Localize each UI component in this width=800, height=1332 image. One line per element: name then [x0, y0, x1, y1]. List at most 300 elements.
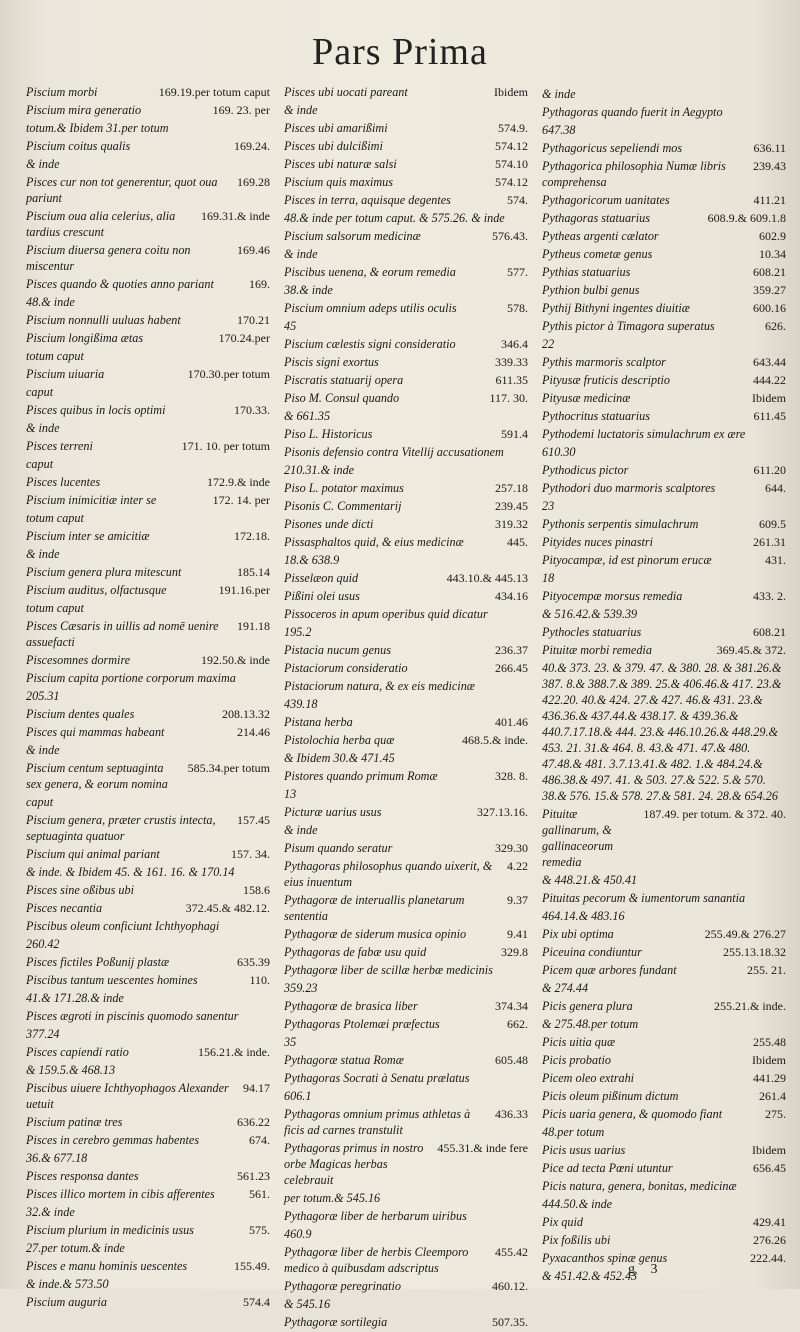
- index-column-middle: [284, 84, 528, 1332]
- index-entry: [284, 1106, 528, 1138]
- index-entry: [542, 426, 786, 442]
- index-reference: 255.13.18.32: [723, 945, 786, 959]
- index-term: Picturæ uarius usus: [284, 805, 382, 819]
- index-term: Piscibus uiuere Ichthyophagos Alexander uetuit: [26, 1081, 229, 1111]
- index-entry: [26, 174, 270, 206]
- index-entry: [26, 882, 270, 898]
- index-term: Piso L. potator maximus: [284, 481, 404, 495]
- index-entry: [26, 1008, 270, 1024]
- index-entry: [26, 618, 270, 650]
- index-entry: [284, 1208, 528, 1224]
- index-entry: [284, 534, 528, 550]
- index-continuation: & inde: [542, 87, 576, 101]
- index-reference: 656.45: [753, 1161, 786, 1175]
- index-term: Pythonis serpentis simulachrum: [542, 517, 699, 531]
- index-term: Pistores quando primum Romæ: [284, 769, 438, 783]
- index-entry: [542, 1070, 786, 1086]
- index-continuation: & 275.48.per totum: [542, 1017, 639, 1031]
- index-reference: 574.10: [495, 157, 528, 171]
- index-entry: [284, 588, 528, 604]
- index-reference: Ibidem: [494, 85, 528, 99]
- index-reference: 187.49. per totum. & 372. 40.: [643, 807, 786, 821]
- index-reference: 239.43: [753, 159, 786, 173]
- index-entry: [542, 944, 786, 960]
- index-entry: [26, 760, 270, 792]
- index-term: Pityusæ medicinæ: [542, 391, 631, 405]
- index-term: Piscium diuersa genera coitu non miscentur: [26, 243, 191, 273]
- index-continuation: & inde: [284, 247, 318, 261]
- index-continuation: totum caput: [26, 511, 84, 525]
- index-continuation: & 448.21.& 450.41: [542, 873, 638, 887]
- index-entry: [284, 1244, 528, 1276]
- index-term: Pisces qui mammas habeant: [26, 725, 165, 739]
- index-entry: [284, 1070, 528, 1086]
- index-term: Pityocempæ morsus remedia: [542, 589, 683, 603]
- index-entry: [284, 372, 528, 388]
- index-reference: 255.48: [753, 1035, 786, 1049]
- index-term: Piso L. Historicus: [284, 427, 373, 441]
- index-term: Pix foßilis ubi: [542, 1233, 611, 1247]
- index-entry: [284, 962, 528, 978]
- index-reference: 608.21: [753, 265, 786, 279]
- index-term: Pisces in terra, aquisque degentes: [284, 193, 451, 207]
- index-term: Pythagoræ de interuallis planetarum sententia: [284, 893, 465, 923]
- index-reference: 455.42: [495, 1245, 528, 1259]
- index-entry: [26, 846, 270, 862]
- index-term: Pytheas argenti cælator: [542, 229, 659, 243]
- index-entry: [284, 426, 528, 442]
- index-entry: [284, 840, 528, 856]
- index-continuation: 359.23: [284, 981, 318, 995]
- index-continuation: totum.& Ibidem 31.per totum: [26, 121, 169, 135]
- index-term: Piscium cælestis signi consideratio: [284, 337, 456, 351]
- index-term: Pissasphaltos quid, & eius medicinæ: [284, 535, 464, 549]
- index-continuation: 32.& inde: [26, 1205, 75, 1219]
- index-entry: [542, 264, 786, 280]
- index-entry: [26, 652, 270, 668]
- index-entry: [26, 528, 270, 544]
- index-reference: 329.30: [495, 841, 528, 855]
- index-term: Pissoceros in apum operibus quid dicatur: [284, 607, 488, 621]
- index-continuation: & inde. & Ibidem 45. & 161. 16. & 170.14: [26, 865, 235, 879]
- index-entry: [26, 670, 270, 686]
- index-reference: 169.: [249, 277, 270, 291]
- index-continuation: & 159.5.& 468.13: [26, 1063, 116, 1077]
- index-reference: 261.31: [753, 535, 786, 549]
- index-entry: [26, 1080, 270, 1112]
- index-continuation: & inde: [26, 421, 60, 435]
- index-continuation: & 661.35: [284, 409, 331, 423]
- index-entry: [284, 336, 528, 352]
- index-continuation: 606.1: [284, 1089, 312, 1103]
- index-term: Piscium nonnulli uuluas habent: [26, 313, 181, 327]
- index-entry: [26, 900, 270, 916]
- index-term: Pythion bulbi genus: [542, 283, 640, 297]
- index-continuation: 45: [284, 319, 297, 333]
- index-term: Pythias statuarius: [542, 265, 631, 279]
- index-continuation: caput: [26, 385, 54, 399]
- index-entry: [284, 570, 528, 586]
- index-continuation: totum caput: [26, 601, 84, 615]
- index-continuation: 464.14.& 483.16: [542, 909, 625, 923]
- index-term: Piscium mira generatio: [26, 103, 142, 117]
- index-entry: [542, 588, 786, 604]
- index-entry: [26, 724, 270, 740]
- index-entry: [26, 366, 270, 382]
- index-term: Picis oleum pißinum dictum: [542, 1089, 679, 1103]
- index-term: Pythagoras de fabæ usu quid: [284, 945, 427, 959]
- index-term: Pythagoræ statua Romæ: [284, 1053, 404, 1067]
- index-reference: 10.34: [759, 247, 786, 261]
- index-reference: 507.35.: [492, 1315, 528, 1329]
- index-entry: [542, 516, 786, 532]
- index-reference: 369.45.& 372.: [716, 643, 786, 657]
- index-entry: [542, 1052, 786, 1068]
- index-entry: [542, 624, 786, 640]
- index-entry: [284, 516, 528, 532]
- index-entry: [284, 192, 528, 208]
- index-reference: 329.8: [501, 945, 528, 959]
- index-entry: [542, 890, 786, 906]
- index-term: Piso M. Consul quando: [284, 391, 400, 405]
- index-entry: [542, 300, 786, 316]
- index-entry: [284, 1278, 528, 1294]
- index-continuation: 48.& inde: [26, 295, 75, 309]
- index-reference: 4.22: [507, 859, 528, 873]
- index-continuation: 48.& inde per totum caput. & 575.26. & inde: [284, 211, 505, 225]
- index-reference: 444.22: [753, 373, 786, 387]
- index-entry: [542, 372, 786, 388]
- index-reference: 255.21.& inde.: [714, 999, 786, 1013]
- index-reference: 169.19.per totum caput: [158, 85, 270, 99]
- index-entry: [284, 858, 528, 890]
- index-entry: [542, 158, 786, 190]
- index-entry: [542, 390, 786, 406]
- index-entry: [284, 390, 528, 406]
- index-term: Piscibus tantum uescentes homines: [26, 973, 198, 987]
- index-reference: 411.21: [753, 193, 786, 207]
- index-term: Pytheus cometæ genus: [542, 247, 653, 261]
- index-column-right: [542, 84, 786, 1332]
- index-term: Piscium coitus qualis: [26, 139, 131, 153]
- index-reference: 172.18.: [234, 529, 270, 543]
- index-entry: [26, 1222, 270, 1238]
- index-entry: [542, 282, 786, 298]
- index-reference: 609.5: [759, 517, 786, 531]
- index-term: Pisones unde dicti: [284, 517, 374, 531]
- index-entry: [284, 156, 528, 172]
- index-term: Pythagoras Ptolemæi præfectus: [284, 1017, 440, 1031]
- index-reference: 236.37: [495, 643, 528, 657]
- index-entry: [542, 1232, 786, 1248]
- index-term: Pythij Bithyni ingentes diuitiæ: [542, 301, 690, 315]
- index-reference: 374.34: [495, 999, 528, 1013]
- index-reference: 591.4: [501, 427, 528, 441]
- index-entry: [542, 104, 786, 120]
- index-reference: 172. 14. per: [212, 493, 270, 507]
- index-continuation: 460.9: [284, 1227, 312, 1241]
- index-entry: [284, 300, 528, 316]
- index-reference: 460.12.: [492, 1279, 528, 1293]
- index-reference: 561.23: [237, 1169, 270, 1183]
- index-entry: [284, 998, 528, 1014]
- index-entry: [284, 264, 528, 280]
- index-term: Pisonis defensio contra Vitellij accusationem: [284, 445, 504, 459]
- index-reference: 372.45.& 482.12.: [185, 901, 270, 915]
- index-reference: 600.16: [753, 301, 786, 315]
- index-reference: 191.18: [237, 619, 270, 633]
- index-term: Pythagoras statuarius: [542, 211, 651, 225]
- index-term: Piscium inimicitiæ inter se: [26, 493, 157, 507]
- index-term: Picis natura, genera, bonitas, medicinæ: [542, 1179, 737, 1193]
- index-entry: [542, 926, 786, 942]
- index-term: Piscium salsorum medicinæ: [284, 229, 421, 243]
- index-entry: [26, 138, 270, 154]
- index-continuation: 41.& 171.28.& inde: [26, 991, 124, 1005]
- index-reference: 643.44: [753, 355, 786, 369]
- index-term: Pistana herba: [284, 715, 353, 729]
- index-term: Piscium omnium adeps utilis oculis: [284, 301, 457, 315]
- index-reference: 359.27: [753, 283, 786, 297]
- index-term: Piscium qui animal pariant: [26, 847, 160, 861]
- index-continuation: 610.30: [542, 445, 576, 459]
- index-reference: 585.34.per totum: [187, 761, 270, 775]
- index-term: Piscibus oleum conficiunt Ichthyophagi: [26, 919, 220, 933]
- index-term: Pisces fictiles Poßunij plastæ: [26, 955, 170, 969]
- index-continuation: 439.18: [284, 697, 318, 711]
- index-reference: 110.: [249, 973, 270, 987]
- index-term: Piscium oua alia celerius, alia tardius crescunt: [26, 209, 176, 239]
- index-reference: 433. 2.: [753, 589, 786, 603]
- index-term: Pythagoricus sepeliendi mos: [542, 141, 683, 155]
- index-reference: 9.41: [507, 927, 528, 941]
- index-entry: [542, 1250, 786, 1266]
- index-term: Pisces ubi uocati pareant: [284, 85, 408, 99]
- index-reference: 222.44.: [750, 1251, 786, 1265]
- index-entry: [542, 534, 786, 550]
- index-term: Pituitæ morbi remedia: [542, 643, 652, 657]
- index-term: Pisces sine oßibus ubi: [26, 883, 134, 897]
- index-reference: 436.33: [495, 1107, 528, 1121]
- index-term: Pisonis C. Commentarij: [284, 499, 402, 513]
- index-term: Piscium plurium in medicinis usus: [26, 1223, 194, 1237]
- index-entry: [284, 228, 528, 244]
- index-columns: [26, 84, 786, 1332]
- index-term: Pythagoræ liber de scillæ herbæ medicinis: [284, 963, 493, 977]
- index-term: Pythagoras Socrati à Senatu prælatus: [284, 1071, 470, 1085]
- index-reference: 574.: [507, 193, 528, 207]
- index-reference: 94.17: [243, 1081, 270, 1095]
- index-reference: 156.21.& inde.: [198, 1045, 270, 1059]
- index-reference: 662.: [507, 1017, 528, 1031]
- index-reference: 327.13.16.: [477, 805, 528, 819]
- index-reference: 561.: [249, 1187, 270, 1201]
- index-term: Pythagoræ liber de herbis Cleemporo medico à quibusdam adscriptus: [284, 1245, 469, 1275]
- index-continuation: 22: [542, 337, 555, 351]
- index-reference: 644.: [765, 481, 786, 495]
- index-reference: 574.12: [495, 139, 528, 153]
- index-entry: [542, 642, 786, 658]
- index-reference: 169. 23. per: [212, 103, 270, 117]
- index-reference: 170.30.per totum: [187, 367, 270, 381]
- index-entry: [26, 312, 270, 328]
- index-entry: [284, 768, 528, 784]
- index-term: Pisces in cerebro gemmas habentes: [26, 1133, 200, 1147]
- index-term: Pisces e manu hominis uescentes: [26, 1259, 188, 1273]
- index-reference: 266.45: [495, 661, 528, 675]
- index-entry: [26, 1168, 270, 1184]
- index-term: Pythagoræ de brasica liber: [284, 999, 418, 1013]
- index-term: Piscium longißima ætas: [26, 331, 144, 345]
- index-reference: 155.49.: [234, 1259, 270, 1273]
- index-term: Pißini olei usus: [284, 589, 360, 603]
- index-term: Pisces terreni: [26, 439, 93, 453]
- index-term: Pythagoræ de siderum musica opinio: [284, 927, 467, 941]
- index-reference: 346.4: [501, 337, 528, 351]
- index-entry: [284, 804, 528, 820]
- index-reference: 611.20: [753, 463, 786, 477]
- index-entry: [284, 660, 528, 676]
- index-continuation: 18.& 638.9: [284, 553, 340, 567]
- index-term: Piscium genera plura mitescunt: [26, 565, 182, 579]
- index-term: Pythagoricorum uanitates: [542, 193, 670, 207]
- index-term: Picem oleo extrahi: [542, 1071, 635, 1085]
- index-entry: [284, 444, 528, 460]
- index-term: Pythagoras omnium primus athletas à ficis ad carnes transtulit: [284, 1107, 471, 1137]
- index-reference: 208.13.32: [222, 707, 270, 721]
- index-reference: 434.16: [495, 589, 528, 603]
- index-term: Pisces ubi dulcißimi: [284, 139, 383, 153]
- index-term: Piscium uiuaria: [26, 367, 105, 381]
- index-reference: 170.24.per: [218, 331, 270, 345]
- index-reference: 636.22: [237, 1115, 270, 1129]
- index-reference: 635.39: [237, 955, 270, 969]
- index-reference: 431.: [765, 553, 786, 567]
- index-entry: [26, 564, 270, 580]
- index-reference: 169.24.: [234, 139, 270, 153]
- index-reference: 608.9.& 609.1.8: [707, 211, 786, 225]
- index-term: Pituitas pecorum & iumentorum sanantia: [542, 891, 746, 905]
- index-entry: [26, 102, 270, 118]
- index-continuation: 40.& 373. 23. & 379. 47. & 380. 28. & 381.26.& 387. 8.& 388.7.& 389. 25.& 406.46.& 417. 23.& 422.20. 40.& 424. 27.& 427. 46.& 431. 23.& 436.36.& 437.44.& 438.17. & 439.36.& 440.7.17.18.& 444. 23.& 446.10.26.& 448.29.& 453. 21. 31.& 464. 8. 43.& 471. 47.& 480. 47.48.& 481. 3.7.13.41.& 482. 1.& 484.24.& 486.38.& 497. 41. & 503. 27.& 522. 5.& 570. 38.& 576. 15.& 578. 27.& 581. 24. 28.& 654.26: [542, 661, 782, 803]
- index-reference: Ibidem: [752, 1143, 786, 1157]
- index-entry: [542, 1088, 786, 1104]
- index-term: Piscium genera, præter crustis intecta, septuaginta quatuor: [26, 813, 216, 843]
- index-reference: 169.28: [237, 175, 270, 189]
- index-term: Pyxacanthos spinæ genus: [542, 1251, 668, 1265]
- index-reference: 574.4: [243, 1295, 270, 1309]
- index-entry: [542, 140, 786, 156]
- index-reference: 611.35: [495, 373, 528, 387]
- index-entry: [284, 678, 528, 694]
- index-reference: 578.: [507, 301, 528, 315]
- index-entry: [542, 552, 786, 568]
- index-entry: [284, 1016, 528, 1032]
- index-term: Picis probatio: [542, 1053, 611, 1067]
- index-entry: [26, 438, 270, 454]
- index-term: Pisces necantia: [26, 901, 103, 915]
- index-entry: [26, 84, 270, 100]
- index-entry: [542, 1106, 786, 1122]
- index-continuation: caput: [26, 795, 54, 809]
- index-term: Picis usus uarius: [542, 1143, 626, 1157]
- index-term: Piscium dentes quales: [26, 707, 135, 721]
- index-reference: 429.41: [753, 1215, 786, 1229]
- index-reference: 328. 8.: [495, 769, 528, 783]
- index-reference: 157. 34.: [231, 847, 270, 861]
- index-entry: [26, 706, 270, 722]
- index-entry: [542, 210, 786, 226]
- index-term: Pityocampæ, id est pinorum erucæ: [542, 553, 712, 567]
- index-reference: 319.32: [495, 517, 528, 531]
- index-reference: 158.6: [243, 883, 270, 897]
- index-entry: [26, 972, 270, 988]
- index-reference: 255. 21.: [747, 963, 786, 977]
- index-entry: [26, 208, 270, 240]
- index-term: Pice ad tecta Pœni utuntur: [542, 1161, 673, 1175]
- index-reference: 276.26: [753, 1233, 786, 1247]
- index-reference: 192.50.& inde: [201, 653, 270, 667]
- index-entry: [26, 242, 270, 274]
- index-reference: 441.29: [753, 1071, 786, 1085]
- index-entry: [284, 138, 528, 154]
- index-continuation: 18: [542, 571, 555, 585]
- index-column-left: [26, 84, 270, 1332]
- index-term: Pisum quando seratur: [284, 841, 393, 855]
- index-continuation: 36.& 677.18: [26, 1151, 88, 1165]
- index-reference: 626.: [765, 319, 786, 333]
- index-reference: 575.: [249, 1223, 270, 1237]
- index-reference: 169.46: [237, 243, 270, 257]
- index-entry: [284, 714, 528, 730]
- index-term: Pythagoræ peregrinatio: [284, 1279, 402, 1293]
- index-term: Piscium inter se amicitiæ: [26, 529, 150, 543]
- index-reference: 401.46: [495, 715, 528, 729]
- index-term: Picis genera plura: [542, 999, 633, 1013]
- index-reference: Ibidem: [752, 1053, 786, 1067]
- index-term: Pisces lucentes: [26, 475, 101, 489]
- index-entry: [26, 330, 270, 346]
- index-entry: [542, 408, 786, 424]
- index-entry: [542, 192, 786, 208]
- index-reference: 576.43.: [492, 229, 528, 243]
- index-entry: [542, 1034, 786, 1050]
- index-reference: 117. 30.: [489, 391, 528, 405]
- index-continuation: & inde: [284, 823, 318, 837]
- index-entry: [542, 462, 786, 478]
- index-reference: 611.45: [753, 409, 786, 423]
- index-reference: 339.33: [495, 355, 528, 369]
- index-term: Pythis pictor à Timagora superatus: [542, 319, 715, 333]
- index-term: Pisces Cæsaris in uillis ad nomē uenire assuefacti: [26, 619, 219, 649]
- index-term: Picis uaria genera, & quomodo fiant: [542, 1107, 723, 1121]
- index-term: Pythodicus pictor: [542, 463, 629, 477]
- index-term: Piscratis statuarij opera: [284, 373, 404, 387]
- index-term: Pistaciorum natura, & ex eis medicinæ: [284, 679, 475, 693]
- index-reference: 170.21: [237, 313, 270, 327]
- index-entry: [284, 606, 528, 622]
- index-term: Piscesomnes dormire: [26, 653, 131, 667]
- index-term: Piscium centum septuaginta sex genera, & eorum nomina: [26, 761, 168, 791]
- index-term: Piscium quis maximus: [284, 175, 394, 189]
- index-entry: [542, 962, 786, 978]
- index-entry: [26, 402, 270, 418]
- index-reference: 674.: [249, 1133, 270, 1147]
- index-reference: 574.12: [495, 175, 528, 189]
- index-reference: 169.31.& inde: [201, 209, 270, 223]
- index-term: Pisces quando & quoties anno pariant: [26, 277, 214, 291]
- index-entry: [26, 474, 270, 490]
